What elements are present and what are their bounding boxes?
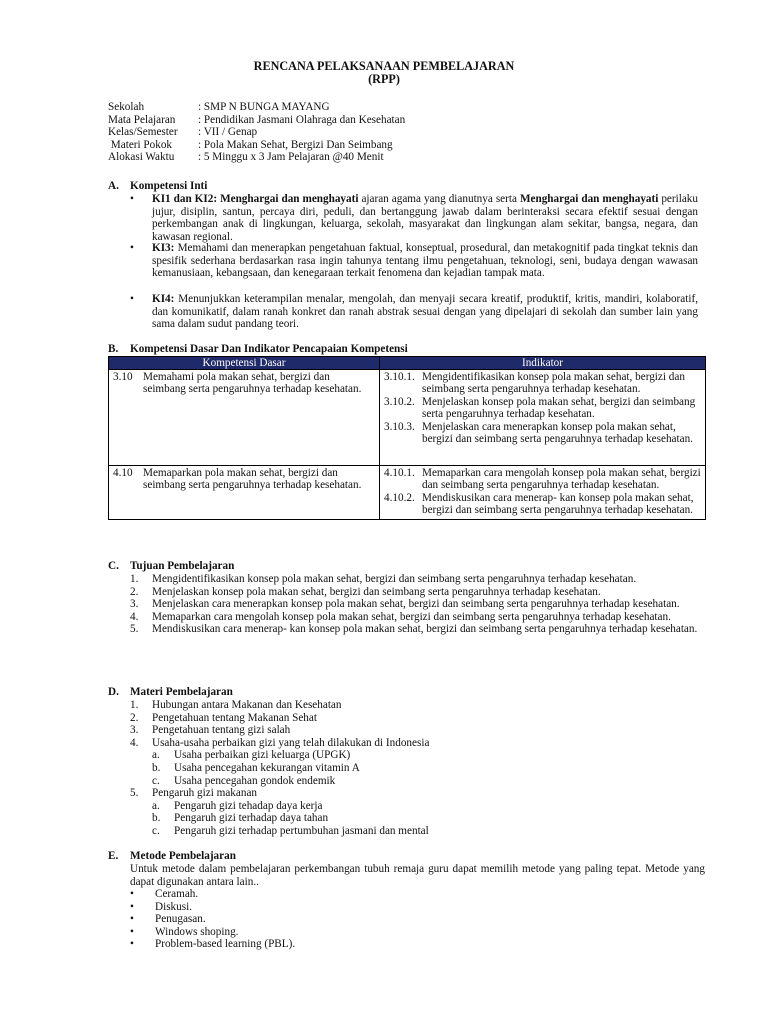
bullet-icon: • bbox=[130, 293, 134, 305]
identity-block bbox=[108, 101, 405, 164]
list-item: 4. Memaparkan cara mengolah konsep pola makan sehat, bergizi dan seimbang serta pengaruhnya terhadap kesehatan. bbox=[130, 610, 671, 623]
document-subtitle: (RPP) bbox=[368, 72, 400, 86]
list-item: a. Usaha perbaikan gizi keluarga (UPGK) bbox=[152, 749, 351, 762]
objectives-list bbox=[130, 573, 705, 636]
meta-row: Materi Pokok : Pola Makan Sehat, Bergizi Dan Seimbang bbox=[108, 138, 393, 151]
list-item: • Problem-based learning (PBL). bbox=[130, 938, 296, 951]
column-header: Indikator bbox=[380, 357, 706, 370]
list-item: 3.10.2. Menjelaskan konsep pola makan sehat, bergizi dan seimbang serta pengaruhnya terhadap kesehatan. bbox=[384, 395, 696, 421]
document-title: RENCANA PELAKSANAAN PEMBELAJARAN bbox=[253, 59, 515, 73]
meta-row: Alokasi Waktu : 5 Minggu x 3 Jam Pelajaran @40 Menit bbox=[108, 151, 384, 164]
bullet-icon: • bbox=[130, 193, 134, 205]
list-item: c. Pengaruh gizi terhadap pertumbuhan jasmani dan mental bbox=[152, 824, 429, 837]
section-b-heading: B. Kompetensi Dasar Dan Indikator Pencapaian Kompetensi bbox=[108, 343, 408, 355]
list-item: 4.10.2. Mendiskusikan cara menerap- kan konsep pola makan sehat, bergizi dan seimbang serta pengaruhnya terhadap kesehatan. bbox=[384, 491, 694, 517]
bullet-icon: • bbox=[130, 913, 134, 926]
list-item: c. Usaha pencegahan gondok endemik bbox=[152, 774, 336, 787]
bullet-icon: • bbox=[130, 938, 134, 951]
list-item: • Diskusi. bbox=[130, 900, 192, 913]
kd-cell: 3.10 Memahami pola makan sehat, bergizi dan seimbang serta pengaruhnya terhadap kesehatan. bbox=[109, 370, 380, 466]
methods-intro: Untuk metode dalam pembelajaran perkembangan tubuh remaja guru dapat memilih metode yang paling tepat. Metode yang dapat digunakan antara lain.. bbox=[130, 863, 705, 888]
indicator-cell bbox=[380, 370, 706, 466]
meta-row: Sekolah : SMP N BUNGA MAYANG bbox=[108, 101, 330, 113]
list-item: • Penugasan. bbox=[130, 913, 206, 926]
list-item: 3. Menjelaskan cara menerapkan konsep pola makan sehat, bergizi dan seimbang serta pengaruhnya terhadap kesehatan. bbox=[130, 598, 680, 611]
meta-row: Kelas/Semester : VII / Genap bbox=[108, 126, 258, 139]
section-a-heading: A. Kompetensi Inti bbox=[108, 180, 208, 192]
list-item: 5. Pengaruh gizi makanan bbox=[130, 787, 258, 800]
list-item: b. Usaha pencegahan kekurangan vitamin A bbox=[152, 761, 360, 774]
kd-cell: 4.10 Memaparkan pola makan sehat, bergizi dan seimbang serta pengaruhnya terhadap kesehatan. bbox=[109, 466, 380, 520]
table-header-row bbox=[109, 357, 706, 370]
list-item: 4.10.1. Memaparkan cara mengolah konsep pola makan sehat, bergizi dan seimbang serta pengaruhnya terhadap kesehatan. bbox=[384, 467, 701, 492]
methods-list bbox=[130, 888, 295, 951]
bullet-icon: • bbox=[130, 900, 134, 913]
rpp-page: RENCANA PELAKSANAAN PEMBELAJARAN (RPP) Sekolah : SMP N BUNGA MAYANG Mata Pelajaran : Pendidikan Jasmani Olahraga dan Kesehatan Kelas/Semester : VII / Genap Materi Pokok : Pola Makan Sehat, Bergizi Dan Seimbang Alokasi Waktu : 5 Minggu x 3 Jam Pelajaran @40 Menit A. Kompetensi Inti • KI1 dan KI2: Menghargai dan menghayati ajaran agama yang dianutnya serta Menghargai dan menghayati perilaku jujur, disiplin, santun, percaya diri, peduli, dan bertanggung jawab dalam berinteraksi secara efektif sesuai dengan perkembangan anak di lingkungan, keluarga, sekolah, masyarakat dan lingkungan alam sekitar, bangsa, negara, dan kawasan regional. • KI3: Memahami dan menerapkan pengetahuan faktual, konseptual, prosedural, dan metakognitif pada tingkat teknis dan spesifik sederhana berdasarkan rasa ingin tahunya tentang ilmu pengetahuan, teknologi, seni, budaya dengan wawasan kemanusiaan, kebangsaan, dan kenegaraan terkait fenomena dan kejadian tampak mata. • KI4: Menunjukkan keterampilan menalar, mengolah, dan menyaji secara kreatif, produktif, kritis, mandiri, kolaboratif, dan komunikatif, dalam ranah konkret dan ranah abstrak sesuai dengan yang dipelajari di sekolah dan sumber lain yang sama dalam sudut pandang teori. B. Kompetensi Dasar Dan Indikator Pencapaian Kompetensi Kompetensi Dasar Indikator 3.10 Memahami pola makan sehat, bergizi dan seimbang serta pengaruhnya terhadap kesehatan. 3.10.1. Mengidentifikasikan konsep pola makan sehat, bergizi dan seimbang serta pengaruhnya terhadap kesehatan. 3.10.2. Menjelaskan konsep pola makan sehat, bergizi dan seimbang serta pengaruhnya terhadap kesehatan. 3.10.3. Menjelaskan cara menerapkan konsep pola makan sehat, bergizi dan seimbang serta pengaruhnya terhadap kesehatan. 4.10 Memaparkan pola makan sehat, bergizi dan seimbang serta pengaruhnya terhadap kesehatan. 4.10.1. Memaparkan cara mengolah konsep pola makan sehat, bergizi dan seimbang serta pengaruhnya terhadap kesehatan. 4.10.2. Mendiskusikan cara menerap- kan konsep pola makan sehat, bergizi dan seimbang serta pengaruhnya terhadap kesehatan. C. Tujuan Pembelajaran 1. Mengidentifikasikan konsep pola makan sehat, bergizi dan seimbang serta pengaruhnya terhadap kesehatan. 2. Menjelaskan konsep pola makan sehat, bergizi dan seimbang serta pengaruhnya terhadap kesehatan. 3. Menjelaskan cara menerapkan konsep pola makan sehat, bergizi dan seimbang serta pengaruhnya terhadap kesehatan. 4. Memaparkan cara mengolah konsep pola makan sehat, bergizi dan seimbang serta pengaruhnya terhadap kesehatan. 5. Mendiskusikan cara menerap- kan konsep pola makan sehat, bergizi dan seimbang serta pengaruhnya terhadap kesehatan. D. Materi Pembelajaran 1. Hubungan antara Makanan dan Kesehatan 2. Pengetahuan tentang Makanan Sehat 3. Pengetahuan tentang gizi salah 4. Usaha-usaha perbaikan gizi yang telah dilakukan di Indonesia a. Usaha perbaikan gizi keluarga (UPGK) b. Usaha pencegahan kekurangan vitamin A c. Usaha pencegahan gondok endemik 5. Pengaruh gizi makanan a. Pengaruh gizi tehadap daya kerja b. Pengaruh gizi terhadap daya tahan c. Pengaruh gizi terhadap pertumbuhan jasmani dan mental E. Metode Pembelajaran Untuk metode dalam pembelajaran perkembangan tubuh remaja guru dapat memilih metode yang paling tepat. Metode yang dapat digunakan antara lain.. • Ceramah. • Diskusi. • Penugasan. • Windows shoping. • Problem-based learning (PBL). bbox=[0, 0, 768, 1024]
list-item: • Ceramah. bbox=[130, 888, 199, 900]
list-item: 5. Mendiskusikan cara menerap- kan konsep pola makan sehat, bergizi dan seimbang serta pengaruhnya terhadap kesehatan. bbox=[130, 623, 698, 636]
section-e-heading: E. Metode Pembelajaran bbox=[108, 850, 236, 862]
table-row bbox=[109, 370, 706, 466]
bullet-icon: • bbox=[130, 925, 134, 938]
list-item: 2. Menjelaskan konsep pola makan sehat, bergizi dan seimbang serta pengaruhnya terhadap kesehatan. bbox=[130, 585, 601, 598]
section-c-heading: C. Tujuan Pembelajaran bbox=[108, 560, 235, 572]
list-item: b. Pengaruh gizi terhadap daya tahan bbox=[152, 812, 329, 825]
list-item: 1. Hubungan antara Makanan dan Kesehatan bbox=[130, 699, 342, 711]
list-item: 3.10.1. Mengidentifikasikan konsep pola makan sehat, bergizi dan seimbang serta pengaruhnya terhadap kesehatan. bbox=[384, 371, 685, 396]
indicator-cell bbox=[380, 466, 706, 520]
meta-row: Mata Pelajaran : Pendidikan Jasmani Olahraga dan Kesehatan bbox=[108, 113, 406, 126]
column-header: Kompetensi Dasar bbox=[109, 357, 380, 370]
list-item: 2. Pengetahuan tentang Makanan Sehat bbox=[130, 711, 317, 724]
list-item: a. Pengaruh gizi tehadap daya kerja bbox=[152, 799, 323, 812]
material-list bbox=[130, 699, 705, 838]
list-item: 1. Mengidentifikasikan konsep pola makan sehat, bergizi dan seimbang serta pengaruhnya terhadap kesehatan. bbox=[130, 573, 637, 585]
bullet-icon: • bbox=[130, 242, 134, 254]
bullet-icon: • bbox=[130, 888, 134, 900]
list-item: 3.10.3. Menjelaskan cara menerapkan konsep pola makan sehat, bergizi dan seimbang serta pengaruhnya terhadap kesehatan. bbox=[384, 420, 693, 446]
section-d-heading: D. Materi Pembelajaran bbox=[108, 686, 233, 698]
list-item: • Windows shoping. bbox=[130, 925, 239, 938]
competency-table bbox=[108, 356, 706, 520]
list-item: 4. Usaha-usaha perbaikan gizi yang telah dilakukan di Indonesia bbox=[130, 736, 430, 749]
list-item: 3. Pengetahuan tentang gizi salah bbox=[130, 724, 291, 737]
table-row bbox=[109, 466, 706, 520]
